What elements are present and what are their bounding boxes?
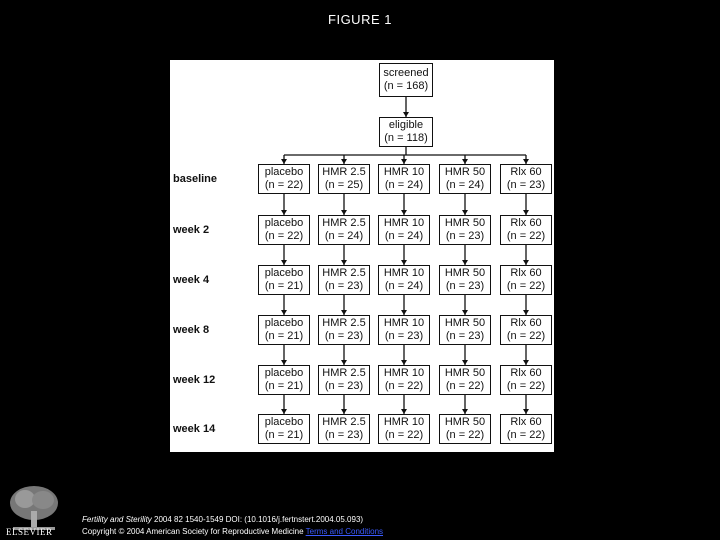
node-count: (n = 24) bbox=[384, 280, 424, 292]
citation-footer bbox=[82, 514, 383, 538]
node-label: HMR 2.5 bbox=[322, 166, 366, 178]
node-count: (n = 22) bbox=[506, 280, 546, 292]
node-label: placebo bbox=[264, 367, 304, 379]
elsevier-logo-text: ELSEVIER bbox=[6, 527, 53, 537]
arm-node bbox=[439, 265, 491, 295]
node-label: HMR 50 bbox=[444, 166, 486, 178]
node-count: (n = 22) bbox=[384, 380, 424, 392]
node-label: Rlx 60 bbox=[510, 217, 542, 229]
node-label: Rlx 60 bbox=[510, 317, 542, 329]
arm-node bbox=[439, 315, 491, 345]
node-count: (n = 22) bbox=[445, 429, 485, 441]
node-count: (n = 22) bbox=[264, 179, 304, 191]
node-label: HMR 10 bbox=[383, 217, 425, 229]
timepoint-label: week 2 bbox=[173, 224, 210, 236]
node-count: (n = 24) bbox=[384, 179, 424, 191]
arm-node bbox=[258, 215, 310, 245]
copyright-text: Copyright © 2004 American Society for Reproductive Medicine bbox=[82, 527, 306, 536]
node-label: HMR 10 bbox=[383, 367, 425, 379]
arm-node bbox=[378, 315, 430, 345]
copyright-line bbox=[82, 526, 383, 538]
node-label: HMR 2.5 bbox=[322, 416, 366, 428]
arm-node bbox=[439, 215, 491, 245]
node-label: placebo bbox=[264, 317, 304, 329]
node-count: (n = 25) bbox=[324, 179, 364, 191]
node-count: (n = 23) bbox=[445, 230, 485, 242]
node-label: placebo bbox=[264, 217, 304, 229]
arm-node bbox=[318, 215, 370, 245]
node-count: (n = 23) bbox=[324, 429, 364, 441]
node-count: (n = 22) bbox=[506, 380, 546, 392]
node-label: HMR 10 bbox=[383, 166, 425, 178]
timepoint-label: week 12 bbox=[173, 374, 216, 386]
node-label: HMR 50 bbox=[444, 317, 486, 329]
timepoint-label: week 8 bbox=[173, 324, 210, 336]
arm-node bbox=[439, 365, 491, 395]
node-label: HMR 10 bbox=[383, 317, 425, 329]
node-count: (n = 22) bbox=[264, 230, 304, 242]
node-count: (n = 23) bbox=[506, 179, 546, 191]
arm-node bbox=[318, 315, 370, 345]
node-label: placebo bbox=[264, 267, 304, 279]
node-count: (n = 21) bbox=[264, 280, 304, 292]
node-label: Rlx 60 bbox=[510, 267, 542, 279]
node-count: (n = 21) bbox=[264, 330, 304, 342]
arm-node bbox=[318, 164, 370, 194]
page-title: FIGURE 1 bbox=[328, 12, 392, 27]
arm-node bbox=[500, 365, 552, 395]
node-count: (n = 24) bbox=[384, 230, 424, 242]
node-label: HMR 2.5 bbox=[322, 317, 366, 329]
arm-node bbox=[378, 265, 430, 295]
node-label: Rlx 60 bbox=[510, 367, 542, 379]
arm-node bbox=[258, 164, 310, 194]
node-count: (n = 22) bbox=[445, 380, 485, 392]
timepoint-label: week 14 bbox=[173, 423, 216, 435]
node-count: (n = 22) bbox=[506, 230, 546, 242]
arm-node bbox=[258, 315, 310, 345]
screened-node bbox=[379, 63, 433, 97]
node-label: placebo bbox=[264, 416, 304, 428]
node-label: placebo bbox=[264, 166, 304, 178]
node-count: (n = 22) bbox=[506, 429, 546, 441]
arm-node bbox=[378, 414, 430, 444]
arm-node bbox=[439, 164, 491, 194]
node-count: (n = 22) bbox=[506, 330, 546, 342]
node-label: eligible bbox=[388, 119, 424, 131]
arm-node bbox=[258, 365, 310, 395]
node-count: (n = 23) bbox=[445, 330, 485, 342]
node-count: (n = 23) bbox=[324, 330, 364, 342]
node-label: HMR 10 bbox=[383, 416, 425, 428]
node-count: (n = 118) bbox=[384, 132, 428, 144]
node-count: (n = 23) bbox=[324, 380, 364, 392]
node-count: (n = 23) bbox=[445, 280, 485, 292]
arm-node bbox=[318, 414, 370, 444]
node-count: (n = 23) bbox=[384, 330, 424, 342]
arm-node bbox=[258, 265, 310, 295]
node-count: (n = 22) bbox=[384, 429, 424, 441]
arm-node bbox=[258, 414, 310, 444]
node-count: (n = 23) bbox=[324, 280, 364, 292]
citation-line bbox=[82, 514, 383, 526]
node-label: HMR 2.5 bbox=[322, 267, 366, 279]
node-label: Rlx 60 bbox=[510, 166, 542, 178]
eligible-node bbox=[379, 117, 433, 147]
terms-link[interactable]: Terms and Conditions bbox=[305, 527, 384, 536]
node-label: HMR 50 bbox=[444, 367, 486, 379]
node-label: HMR 50 bbox=[444, 416, 486, 428]
arm-node bbox=[378, 215, 430, 245]
node-count: (n = 24) bbox=[445, 179, 485, 191]
node-label: HMR 50 bbox=[444, 217, 486, 229]
flowchart-figure bbox=[170, 60, 554, 452]
node-label: Rlx 60 bbox=[510, 416, 542, 428]
journal-name: Fertility and Sterility bbox=[82, 515, 152, 524]
arm-node bbox=[500, 315, 552, 345]
arm-node bbox=[378, 365, 430, 395]
timepoint-label: baseline bbox=[173, 173, 218, 185]
node-count: (n = 21) bbox=[264, 380, 304, 392]
arm-node bbox=[500, 265, 552, 295]
arm-node bbox=[500, 215, 552, 245]
node-label: HMR 2.5 bbox=[322, 367, 366, 379]
arm-node bbox=[500, 164, 552, 194]
arm-node bbox=[378, 164, 430, 194]
arm-node bbox=[318, 265, 370, 295]
node-label: screened bbox=[383, 67, 429, 79]
node-label: HMR 10 bbox=[383, 267, 425, 279]
timepoint-label: week 4 bbox=[173, 274, 210, 286]
node-label: HMR 50 bbox=[444, 267, 486, 279]
node-count: (n = 24) bbox=[324, 230, 364, 242]
arm-node bbox=[500, 414, 552, 444]
arm-node bbox=[439, 414, 491, 444]
node-count: (n = 21) bbox=[264, 429, 304, 441]
node-count: (n = 168) bbox=[383, 80, 429, 92]
node-label: HMR 2.5 bbox=[322, 217, 366, 229]
citation-text: 2004 82 1540-1549 DOI: (10.1016/j.fertnstert.2004.05.093) bbox=[151, 515, 364, 524]
arm-node bbox=[318, 365, 370, 395]
